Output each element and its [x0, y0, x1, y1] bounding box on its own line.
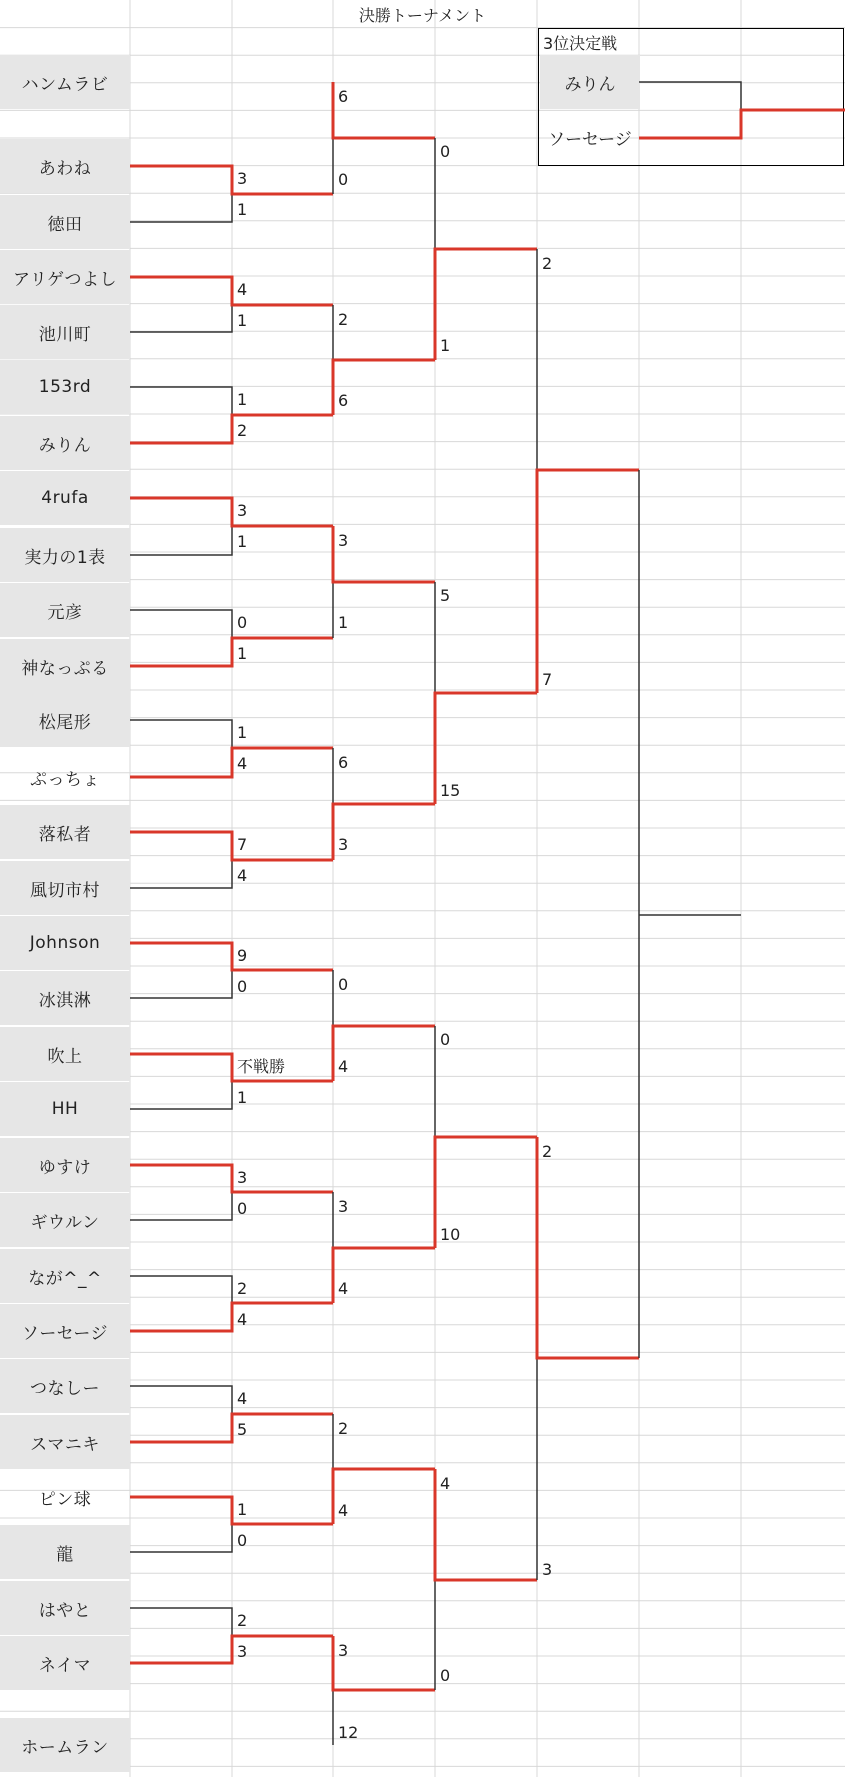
bracket-line-loser	[130, 1608, 232, 1636]
score-label: 3	[338, 1641, 349, 1660]
player-name: ハンムラビ	[0, 55, 130, 109]
score-label: 6	[338, 391, 349, 410]
score-label: 1	[237, 390, 248, 409]
score-label: 1	[237, 644, 248, 663]
bracket-line-winner	[130, 943, 333, 970]
player-name: スマニキ	[0, 1415, 130, 1469]
score-label: 不戦勝	[237, 1057, 286, 1076]
bracket-line-winner	[130, 166, 333, 194]
player-name: 池川町	[0, 305, 130, 359]
player-name: ぷっちょ	[30, 769, 100, 790]
player-name: 153rd	[0, 360, 130, 414]
player-name: 落私者	[0, 805, 130, 859]
score-label: 3	[338, 835, 349, 854]
score-label: 9	[237, 946, 248, 965]
bracket-line-winner	[130, 1165, 333, 1192]
score-label: 1	[237, 311, 248, 330]
score-label: 0	[338, 170, 349, 189]
score-label: 2	[542, 1142, 553, 1161]
score-label: 2	[237, 1611, 248, 1630]
score-label: 4	[237, 1310, 248, 1329]
bracket-line-winner	[537, 470, 639, 693]
score-label: 7	[237, 835, 248, 854]
bracket-line-loser	[130, 305, 232, 332]
player-name: 松尾形	[0, 693, 130, 747]
bracket-line-winner	[130, 1303, 333, 1331]
bracket-line-winner	[130, 1636, 333, 1663]
player-name: アリゲつよし	[0, 250, 130, 304]
bracket-line-winner	[130, 1414, 333, 1442]
score-label: 2	[237, 421, 248, 440]
bracket-line-loser	[130, 1386, 232, 1414]
player-name: 徳田	[0, 195, 130, 249]
score-label: 4	[237, 866, 248, 885]
player-name: 冰淇淋	[0, 971, 130, 1025]
player-name: つなしー	[0, 1359, 130, 1413]
score-label: 2	[338, 1419, 349, 1438]
score-label: 4	[338, 1501, 349, 1520]
score-label: 2	[542, 254, 553, 273]
bracket-line-winner	[333, 360, 435, 415]
bracket-line-winner	[537, 1137, 639, 1358]
score-label: 3	[237, 501, 248, 520]
score-label: 2	[237, 1279, 248, 1298]
score-label: 0	[440, 142, 451, 161]
score-label: 3	[542, 1560, 553, 1579]
bracket-line-loser	[130, 194, 232, 222]
bracket-line-loser	[130, 1192, 232, 1220]
score-label: 3	[338, 531, 349, 550]
bracket-line-winner	[435, 249, 537, 360]
player-name: Johnson	[0, 916, 130, 970]
player-name: 風切市村	[0, 861, 130, 915]
score-label: 6	[338, 87, 349, 106]
score-label: 7	[542, 670, 553, 689]
bracket-line-loser	[130, 970, 232, 998]
bracket-line-winner	[333, 1248, 435, 1303]
score-label: 1	[237, 1088, 248, 1107]
player-name: 4rufa	[0, 471, 130, 525]
score-label: 5	[237, 1420, 248, 1439]
score-label: 0	[440, 1030, 451, 1049]
score-label: 0	[237, 977, 248, 996]
bracket-line-winner	[130, 832, 333, 860]
bracket-line-loser	[130, 860, 232, 888]
tournament-title: 決勝トーナメント	[358, 6, 487, 25]
score-label: 3	[237, 1168, 248, 1187]
bracket-line-loser	[130, 610, 232, 638]
player-name: はやと	[0, 1581, 130, 1635]
score-label: 4	[440, 1474, 451, 1493]
player-name: 龍	[0, 1525, 130, 1579]
player-name: ネイマ	[0, 1636, 130, 1690]
player-name: 実力の1表	[0, 528, 130, 582]
bracket-line-winner	[333, 1026, 435, 1081]
bracket-line-winner	[130, 498, 333, 526]
bracket-line-loser	[130, 387, 232, 415]
player-name: 吹上	[0, 1027, 130, 1081]
score-label: 1	[237, 532, 248, 551]
score-label: 0	[237, 1199, 248, 1218]
bracket-line-loser	[130, 720, 232, 748]
bracket-line-winner	[130, 748, 333, 777]
score-label: 4	[237, 754, 248, 773]
score-label: 12	[338, 1723, 359, 1742]
player-name: ギウルン	[0, 1193, 130, 1247]
bracket-line-loser	[639, 82, 741, 110]
third-place-title: 3位決定戦	[543, 34, 618, 53]
score-label: 3	[237, 1642, 248, 1661]
player-name: ゆすけ	[0, 1138, 130, 1192]
bracket-line-winner	[130, 415, 333, 443]
bracket-line-winner	[333, 804, 435, 860]
bracket-line-winner	[333, 82, 435, 138]
score-label: 1	[338, 613, 349, 632]
player-name: ホームラン	[0, 1718, 130, 1772]
player-name: みりん	[0, 416, 130, 470]
third-place-player-1: みりん	[540, 55, 640, 109]
player-name: ピン球	[38, 1489, 92, 1510]
player-name: HH	[0, 1082, 130, 1136]
score-label: 10	[440, 1225, 461, 1244]
score-label: 4	[237, 280, 248, 299]
bracket-line-winner	[130, 1497, 333, 1524]
score-label: 1	[237, 200, 248, 219]
bracket-line-winner	[333, 526, 435, 582]
bracket-line-winner	[333, 1469, 435, 1524]
score-label: 1	[440, 336, 451, 355]
bracket-line-winner	[130, 638, 333, 666]
score-label: 5	[440, 586, 451, 605]
score-label: 15	[440, 781, 461, 800]
score-label: 4	[237, 1389, 248, 1408]
bracket-line-winner	[130, 277, 333, 305]
player-name: ソーセージ	[0, 1304, 130, 1358]
score-label: 2	[338, 310, 349, 329]
bracket-line-loser	[130, 1276, 232, 1303]
player-name: 元彦	[0, 583, 130, 637]
score-label: 0	[440, 1666, 451, 1685]
score-label: 1	[237, 1500, 248, 1519]
bracket-line-winner	[435, 1469, 537, 1580]
score-label: 6	[338, 753, 349, 772]
score-label: 3	[237, 169, 248, 188]
player-name: なが^_^	[0, 1249, 130, 1303]
bracket-line-loser	[130, 1081, 232, 1109]
bracket-line-winner	[333, 1636, 435, 1690]
score-label: 4	[338, 1279, 349, 1298]
bracket-line-winner	[130, 1054, 333, 1081]
score-label: 1	[237, 723, 248, 742]
third-place-player-2: ソーセージ	[548, 129, 632, 150]
bracket-line-winner	[639, 110, 845, 138]
score-label: 0	[237, 613, 248, 632]
player-name: あわね	[0, 139, 130, 193]
bracket-line-loser	[130, 526, 232, 555]
bracket-line-loser	[130, 1524, 232, 1552]
player-name: 神なっぷる	[0, 639, 130, 693]
score-label: 0	[338, 975, 349, 994]
score-label: 3	[338, 1197, 349, 1216]
score-label: 4	[338, 1057, 349, 1076]
score-label: 0	[237, 1531, 248, 1550]
